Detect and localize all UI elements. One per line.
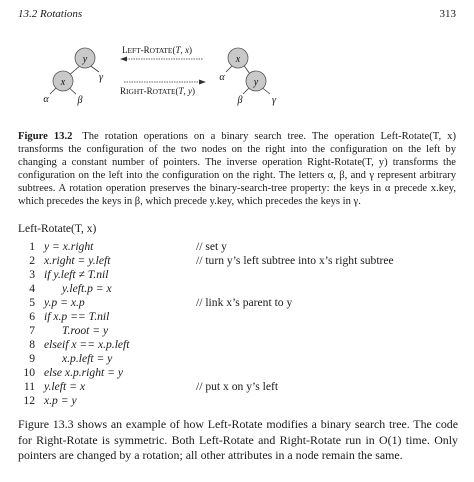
subtree-gamma-left: γ bbox=[99, 72, 103, 83]
node-y-label-right: y bbox=[253, 77, 259, 88]
left-rotate-label: LEFT-ROTATE(T, x) bbox=[122, 45, 192, 55]
subtree-alpha-left: α bbox=[43, 94, 49, 105]
procedure-title: Left-Rotate(T, x) bbox=[18, 223, 97, 235]
figure-caption-text: The rotation operations on a binary search tree. The operation Left-Rotate(T, x) transforms the configuration of the two nodes on the right into the configuration on the left by changing a constant number of pointers. The inverse operation Right-Rotate(T, y) transforms the configuration on the left into the configuration on the right. The letters α, β, and γ represent arbitrary subtrees. A rotation operation preserves the binary-search-tree property: the keys in α precede x.key, which precedes the keys in β, which precede y.key, which precedes the keys in γ. bbox=[18, 131, 456, 207]
running-header-section: 13.2 Rotations bbox=[18, 8, 83, 20]
node-y-label: y bbox=[82, 54, 88, 65]
node-x-label-right: x bbox=[235, 54, 241, 65]
figure-caption bbox=[18, 130, 456, 208]
right-arrowhead-icon bbox=[199, 80, 206, 85]
subtree-gamma-right: γ bbox=[272, 95, 276, 106]
node-x-label: x bbox=[60, 77, 66, 88]
subtree-alpha-right: α bbox=[219, 72, 225, 83]
right-rotate-label: RIGHT-ROTATE(T, y) bbox=[120, 86, 195, 96]
rotation-diagram bbox=[0, 30, 474, 122]
body-paragraph: Figure 13.3 shows an example of how Left-Rotate modifies a binary search tree. The code for Right-Rotate is symmetric. Both Left-Rotate and Right-Rotate run in O(1) time. Only pointers are changed by a rotation; all other attributes in a node remain the same. bbox=[18, 417, 458, 462]
subtree-beta-right: β bbox=[237, 95, 243, 106]
left-arrowhead-icon bbox=[120, 57, 127, 62]
subtree-beta-left: β bbox=[77, 95, 83, 106]
figure-label: Figure 13.2 bbox=[18, 131, 73, 142]
page-number: 313 bbox=[439, 8, 456, 20]
